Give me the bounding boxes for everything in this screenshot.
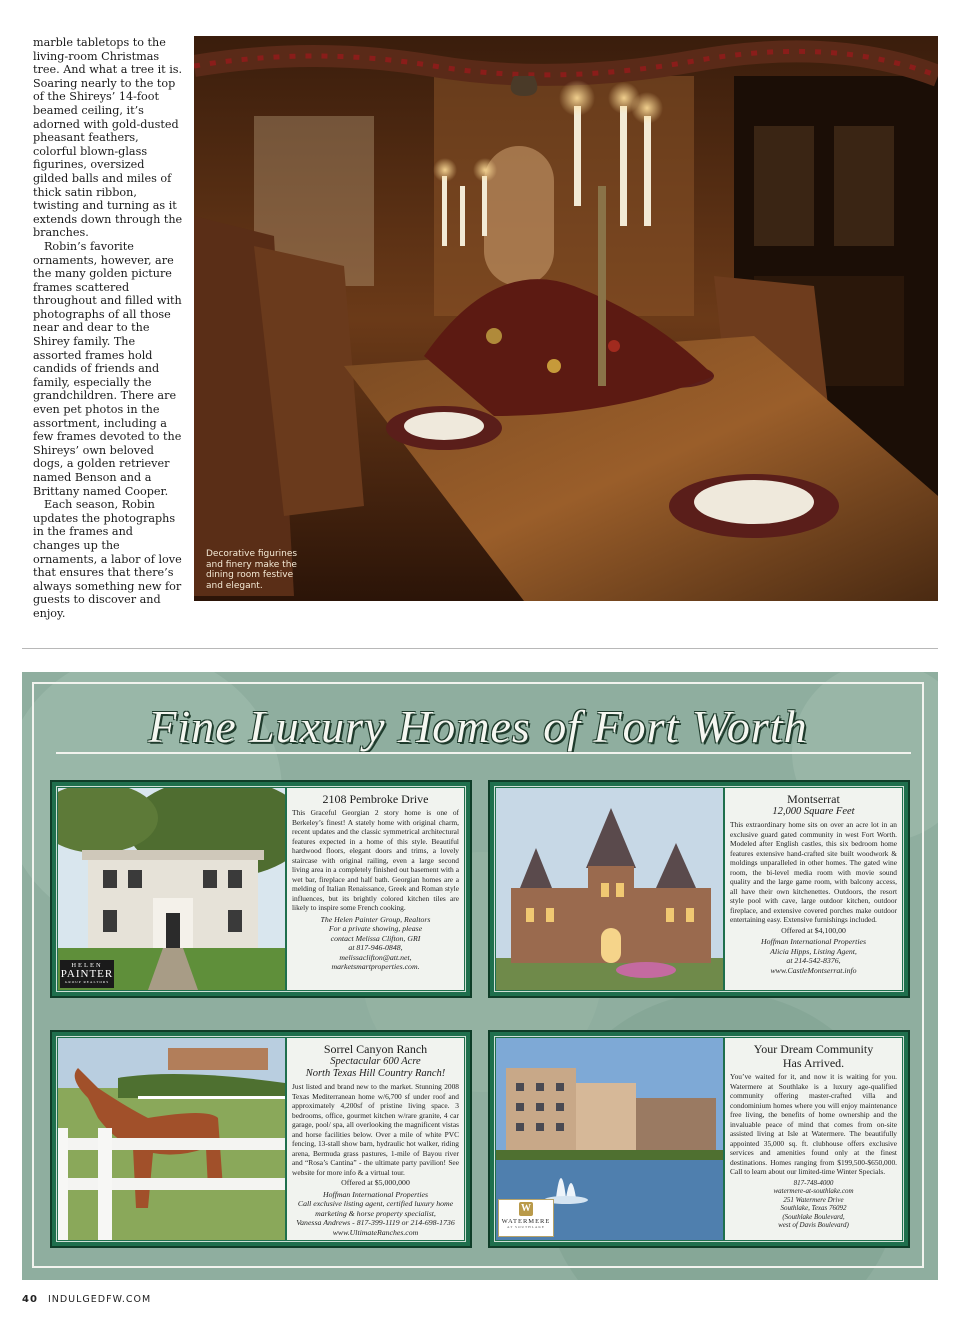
listing-subtitle: Spectacular 600 Acre bbox=[330, 1056, 421, 1067]
contact-line: Hoffman International Properties bbox=[761, 937, 866, 946]
contact-phone[interactable]: Vanessa Andrews - 817-399-1119 or 214-698-1736 bbox=[296, 1218, 455, 1227]
contact-line: (Southlake Boulevard, bbox=[782, 1212, 845, 1221]
listing-contact bbox=[730, 937, 897, 975]
listing-contact bbox=[730, 1179, 897, 1231]
montserrat-castle-photo bbox=[496, 788, 723, 990]
listing-text bbox=[287, 1038, 464, 1240]
contact-line: west of Davis Boulevard) bbox=[778, 1221, 849, 1230]
listing-price: Offered at $5,000,000 bbox=[341, 1178, 410, 1187]
contact-website[interactable]: www.UltimateRanches.com bbox=[332, 1227, 419, 1237]
contact-website[interactable]: marketsmartproperties.com. bbox=[331, 962, 420, 971]
page-folio bbox=[22, 1294, 151, 1305]
ranch-horse-photo bbox=[58, 1038, 285, 1240]
contact-line: Hoffman International Properties bbox=[323, 1189, 428, 1199]
page-number: 40 bbox=[22, 1294, 38, 1305]
listing-contact bbox=[292, 915, 459, 972]
article-paragraph: Each season, Robin updates the photographs in the frames and changes up the ornaments, a labor of love that ensures that there’s always something new for guests to discover and enjoy. bbox=[33, 498, 182, 620]
logo-text: PAINTER bbox=[60, 968, 114, 980]
listing-subtitle: 12,000 Square Feet bbox=[772, 806, 855, 817]
contact-website[interactable]: www.CastleMontserrat.info bbox=[770, 965, 857, 975]
logo-text: WATERMERE bbox=[501, 1218, 551, 1225]
contact-line: at 817-946-0848, bbox=[348, 943, 403, 952]
listing-text bbox=[725, 1038, 902, 1240]
listing-contact bbox=[292, 1190, 459, 1238]
listing-description: This extraordinary home sits on over an acre lot in an exclusive guard gated community in west Fort Worth. Modeled after English castles, this six bedroom home features extensive hand-crafted site built woodwork & moldings unparalleled in other homes. The gated wine room, the bi-level media room with movie sound quality and the large game room, with balcony access, all have their own kitchenettes. Outdoors, the resort style pool with cave, large outdoor kitchen, outdoor fireplace, and extensive covered porches make outdoor entertaining easy. Extensive furnishings included. bbox=[730, 820, 897, 924]
photo-caption: Decorative figurines and finery make the dining room festive and elegant. bbox=[206, 549, 298, 591]
listing-watermere[interactable] bbox=[488, 1030, 910, 1248]
contact-line: at 214-542-8376, bbox=[786, 956, 841, 965]
section-divider bbox=[22, 648, 938, 649]
helen-painter-logo bbox=[60, 960, 114, 988]
listing-price: Offered at $4,100,00 bbox=[781, 925, 846, 935]
contact-website[interactable]: watermere-at-southlake.com bbox=[773, 1187, 854, 1196]
listing-text bbox=[287, 788, 464, 990]
logo-text: AT SOUTHLAKE bbox=[506, 1225, 546, 1229]
contact-line: marketing & horse property specialist, bbox=[315, 1208, 436, 1218]
pembroke-house-photo bbox=[58, 788, 285, 990]
listing-description: Just listed and brand new to the market. Stunning 2008 Texas Mediterranean home w/6,700 sf under roof and approximately 4,200sf of pristine living space. 3 bedrooms, office, gourmet kitchen w/rare granite, 4 car garage, pool/ spa, all overlooking the magnificent vistas and horse facilities below. Over a mile of white PVC fencing, 13-stall show barn, hydraulic hot walker, riding arena, Bermuda grass pastures, 1-mile of Bayou river and “Rosa’s Cantina” - the ultimate party pavilion! See website for more info & a virtual tour. bbox=[292, 1082, 459, 1177]
contact-phone[interactable]: 817-748-4000 bbox=[793, 1178, 834, 1187]
listing-sorrel-canyon[interactable] bbox=[50, 1030, 472, 1248]
listing-title: 2108 Pembroke Drive bbox=[322, 792, 429, 806]
contact-email[interactable]: melissaclifton@att.net, bbox=[339, 952, 412, 962]
logo-text: HELEN bbox=[71, 962, 103, 969]
listing-description: You’ve waited for it, and now it is waiting for you. Watermere at Southlake is a luxury age-qualified community offering master-crafted villa and condominium homes where you will enjoy maintenance free living, the benefits of home ownership and the invaluable peace of mind that comes from on-site assisted living at Isle at Watermere. The beautifully appointed 35,000 sq. ft. clubhouse offers exclusive services and amenities found only at the finest destinations. Homes ranging from $199,500-$650,000. Call to learn about our limited-time Winter Specials. bbox=[730, 1072, 897, 1176]
contact-line: Alicia Hipps, Listing Agent, bbox=[770, 946, 857, 956]
title-underline bbox=[56, 752, 911, 754]
listing-text bbox=[725, 788, 902, 990]
contact-line: Call exclusive listing agent, certified luxury home bbox=[297, 1199, 454, 1208]
listing-title: Your Dream Community bbox=[753, 1042, 874, 1056]
watermere-logo bbox=[498, 1199, 554, 1237]
listing-title-2: Has Arrived. bbox=[782, 1056, 845, 1070]
article-text-column bbox=[33, 36, 183, 621]
listing-description: This Graceful Georgian 2 story home is one of Berkeley’s finest! A stately home with original charm, recent updates and the classic symmetrical architectural features expected in a home of this style. Beautiful hardwood floors, elegant doors and trims, a lovely staircase with original railing, even a large second living area in a completely finished out basement with a wet bar, fireplace and half bath. Georgian homes are a melding of Italian Renaissance, Greek and Roman style influences, but its brightly colored kitchen tiles are likely to inspire some French cooking. bbox=[292, 808, 459, 912]
listing-subtitle-2: North Texas Hill Country Ranch! bbox=[305, 1068, 446, 1079]
article-paragraph: marble tabletops to the living-room Christmas tree. And what a tree it is. Soaring nearly to the top of the Shireys’ 14-foot beamed ceiling, it’s adorned with gold-dusted pheasant feathers, colorful blown-glass figurines, oversized gilded balls and miles of thick satin ribbon, twisting and turning as it extends down through the branches. bbox=[33, 36, 183, 240]
site-name: INDULGEDFW.COM bbox=[47, 1294, 152, 1305]
contact-line: Southlake, Texas 76092 bbox=[780, 1204, 847, 1213]
listing-pembroke[interactable] bbox=[50, 780, 472, 998]
dining-room-photo bbox=[194, 36, 938, 601]
luxury-homes-ad bbox=[22, 672, 938, 1280]
watermere-lake-photo bbox=[496, 1038, 723, 1240]
contact-line: For a private showing, please bbox=[328, 924, 423, 933]
listing-montserrat[interactable] bbox=[488, 780, 910, 998]
contact-line: contact Melissa Clifton, GRI bbox=[330, 933, 421, 943]
ad-title: Fine Luxury Homes of Fort Worth bbox=[148, 701, 808, 752]
watermere-emblem-icon: W bbox=[521, 1203, 531, 1214]
contact-line: The Helen Painter Group, Realtors bbox=[320, 914, 431, 924]
listing-title: Montserrat bbox=[787, 792, 840, 806]
logo-text: GROUP REALTORS bbox=[64, 980, 110, 984]
contact-line: 251 Watermere Drive bbox=[783, 1195, 844, 1204]
article-paragraph: Robin’s favorite ornaments, however, are the many golden picture frames scattered throughout and filled with photographs of all those near and dear to the Shirey family. The assorted frames hold candids of friends and family, especially the grandchildren. There are even pet photos in the assortment, including a few frames devoted to the Shireys’ own beloved dogs, a golden retriever named Benson and a Brittany named Cooper. bbox=[33, 239, 182, 498]
listing-title: Sorrel Canyon Ranch bbox=[323, 1042, 428, 1056]
